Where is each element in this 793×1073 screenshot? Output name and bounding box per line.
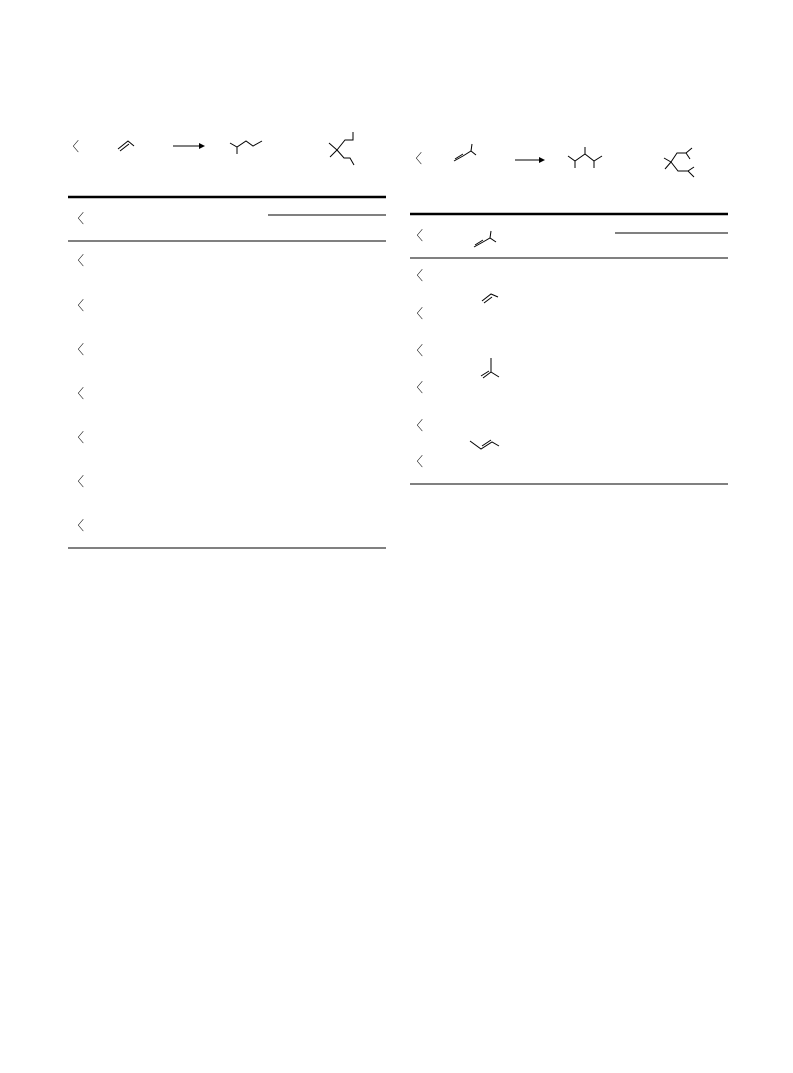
right-row-marker: 〈 <box>410 307 424 322</box>
right-row-marker: 〈 <box>410 381 424 396</box>
left-table-header-marker: 〈 <box>71 212 85 227</box>
isobutene-icon <box>454 144 476 161</box>
branched-product-icon <box>329 132 354 165</box>
left-row-marker: 〈 <box>71 475 85 490</box>
right-row-marker: 〈 <box>410 269 424 284</box>
dimer-product-icon <box>230 141 262 154</box>
isobutene-icon <box>481 358 499 378</box>
propene-icon <box>118 141 134 151</box>
isobutene-icon <box>474 231 496 247</box>
scheme-right-marker: 〈 <box>409 152 423 167</box>
propene-icon <box>482 294 498 303</box>
right-row-marker: 〈 <box>410 455 424 470</box>
2-butene-icon <box>470 440 499 449</box>
branched-product-icon <box>664 148 694 177</box>
right-table-header-marker: 〈 <box>410 229 424 244</box>
left-row-marker: 〈 <box>71 343 85 358</box>
scheme-left-marker: 〈 <box>66 140 80 155</box>
right-row-marker: 〈 <box>410 344 424 359</box>
right-row-marker: 〈 <box>410 419 424 434</box>
left-row-marker: 〈 <box>71 431 85 446</box>
left-row-marker: 〈 <box>71 387 85 402</box>
left-row-marker: 〈 <box>71 254 85 269</box>
left-row-marker: 〈 <box>71 299 85 314</box>
trimer-product-icon <box>568 147 602 168</box>
left-row-marker: 〈 <box>71 519 85 534</box>
